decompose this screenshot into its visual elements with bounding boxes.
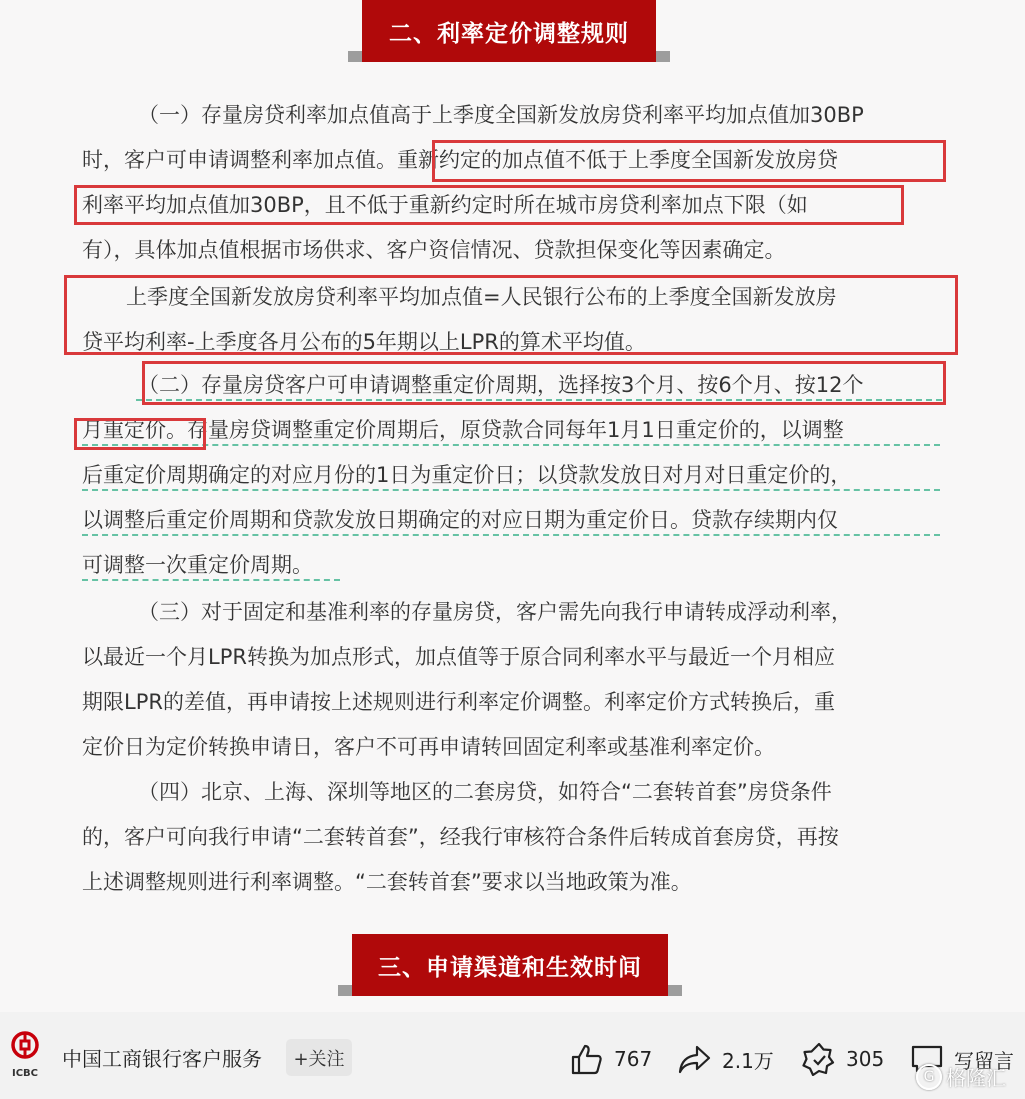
dashed-underline xyxy=(82,444,940,446)
paragraph-line: （三）对于固定和基准利率的存量房贷，客户需先向我行申请转成浮动利率， xyxy=(138,600,852,624)
paragraph-line: 期限LPR的差值，再申请按上述规则进行利率定价调整。利率定价方式转换后，重 xyxy=(82,690,835,714)
paragraph-line: （四）北京、上海、深圳等地区的二套房贷，如符合“二套转首套”房贷条件 xyxy=(138,780,832,804)
highlight-box xyxy=(142,361,946,405)
share-icon xyxy=(678,1043,712,1075)
paragraph-line: 的，客户可向我行申请“二套转首套”，经我行审核符合条件后转成首套房贷，再按 xyxy=(82,825,839,849)
paragraph-5 xyxy=(82,770,940,905)
dashed-underline xyxy=(82,534,940,536)
highlight-box xyxy=(432,140,946,182)
paragraph-line: 上季度全国新发放房贷利率平均加点值=人民银行公布的上季度全国新发放房 xyxy=(126,285,837,309)
comment-label: 写留言 xyxy=(954,1048,1014,1073)
favorite-count: 305 xyxy=(846,1047,885,1071)
highlight-box xyxy=(64,275,958,355)
watermark xyxy=(916,1062,1006,1091)
icbc-logo-icon xyxy=(10,1030,40,1060)
like-count: 767 xyxy=(614,1047,653,1071)
favorite-button[interactable] xyxy=(802,1041,884,1077)
follow-button[interactable]: +关注 xyxy=(286,1039,352,1076)
paragraph-1 xyxy=(82,93,940,273)
highlight-box xyxy=(74,185,904,225)
section-title-3-label: 三、申请渠道和生效时间 xyxy=(352,934,668,996)
paragraph-line: （二）存量房贷客户可申请调整重定价周期，选择按3个月、按6个月、按12个 xyxy=(138,373,864,397)
share-count: 2.1万 xyxy=(722,1048,774,1073)
favorite-icon xyxy=(802,1042,836,1076)
paragraph-line: 以最近一个月LPR转换为加点形式，加点值等于原合同利率水平与最近一个月相应 xyxy=(82,645,835,669)
paragraph-line: 有），具体加点值根据市场供求、客户资信情况、贷款担保变化等因素确定。 xyxy=(82,238,786,262)
watermark-logo-icon: G xyxy=(916,1064,942,1090)
thumbs-up-icon xyxy=(570,1043,604,1075)
paragraph-line: 时，客户可申请调整利率加点值。重新约定的加点值不低于上季度全国新发放房贷 xyxy=(82,148,838,172)
paragraph-line: 后重定价周期确定的对应月份的1日为重定价日；以贷款发放日对月对日重定价的， xyxy=(82,463,852,487)
dashed-underline xyxy=(82,489,940,491)
paragraph-line: 可调整一次重定价周期。 xyxy=(82,553,313,577)
icbc-logo[interactable] xyxy=(10,1030,40,1086)
account-name[interactable]: 中国工商银行客户服务 xyxy=(62,1047,262,1071)
paragraph-line: 定价日为定价转换申请日，客户不可再申请转回固定利率或基准利率定价。 xyxy=(82,735,775,759)
paragraph-line: 利率平均加点值加30BP，且不低于重新约定时所在城市房贷利率加点下限（如 xyxy=(82,193,808,217)
highlight-box xyxy=(74,418,206,450)
paragraph-line: 以调整后重定价周期和贷款发放日期确定的对应日期为重定价日。贷款存续期内仅 xyxy=(82,508,838,532)
share-button[interactable] xyxy=(678,1041,774,1077)
section-title-2 xyxy=(348,0,670,62)
section-title-3 xyxy=(338,934,682,996)
watermark-text: 格隆汇 xyxy=(946,1066,1006,1090)
paragraph-4 xyxy=(82,590,940,770)
paragraph-line: （一）存量房贷利率加点值高于上季度全国新发放房贷利率平均加点值加30BP xyxy=(138,103,864,127)
logo-text: ICBC xyxy=(11,1068,39,1079)
section-title-2-label: 二、利率定价调整规则 xyxy=(362,0,656,62)
like-button[interactable] xyxy=(570,1041,652,1077)
paragraph-line: 贷平均利率-上季度各月公布的5年期以上LPR的算术平均值。 xyxy=(82,330,646,354)
paragraph-line: 月重定价。存量房贷调整重定价周期后，原贷款合同每年1月1日重定价的，以调整 xyxy=(82,418,844,442)
paragraph-line: 上述调整规则进行利率调整。“二套转首套”要求以当地政策为准。 xyxy=(82,870,692,894)
dashed-underline xyxy=(82,579,340,581)
